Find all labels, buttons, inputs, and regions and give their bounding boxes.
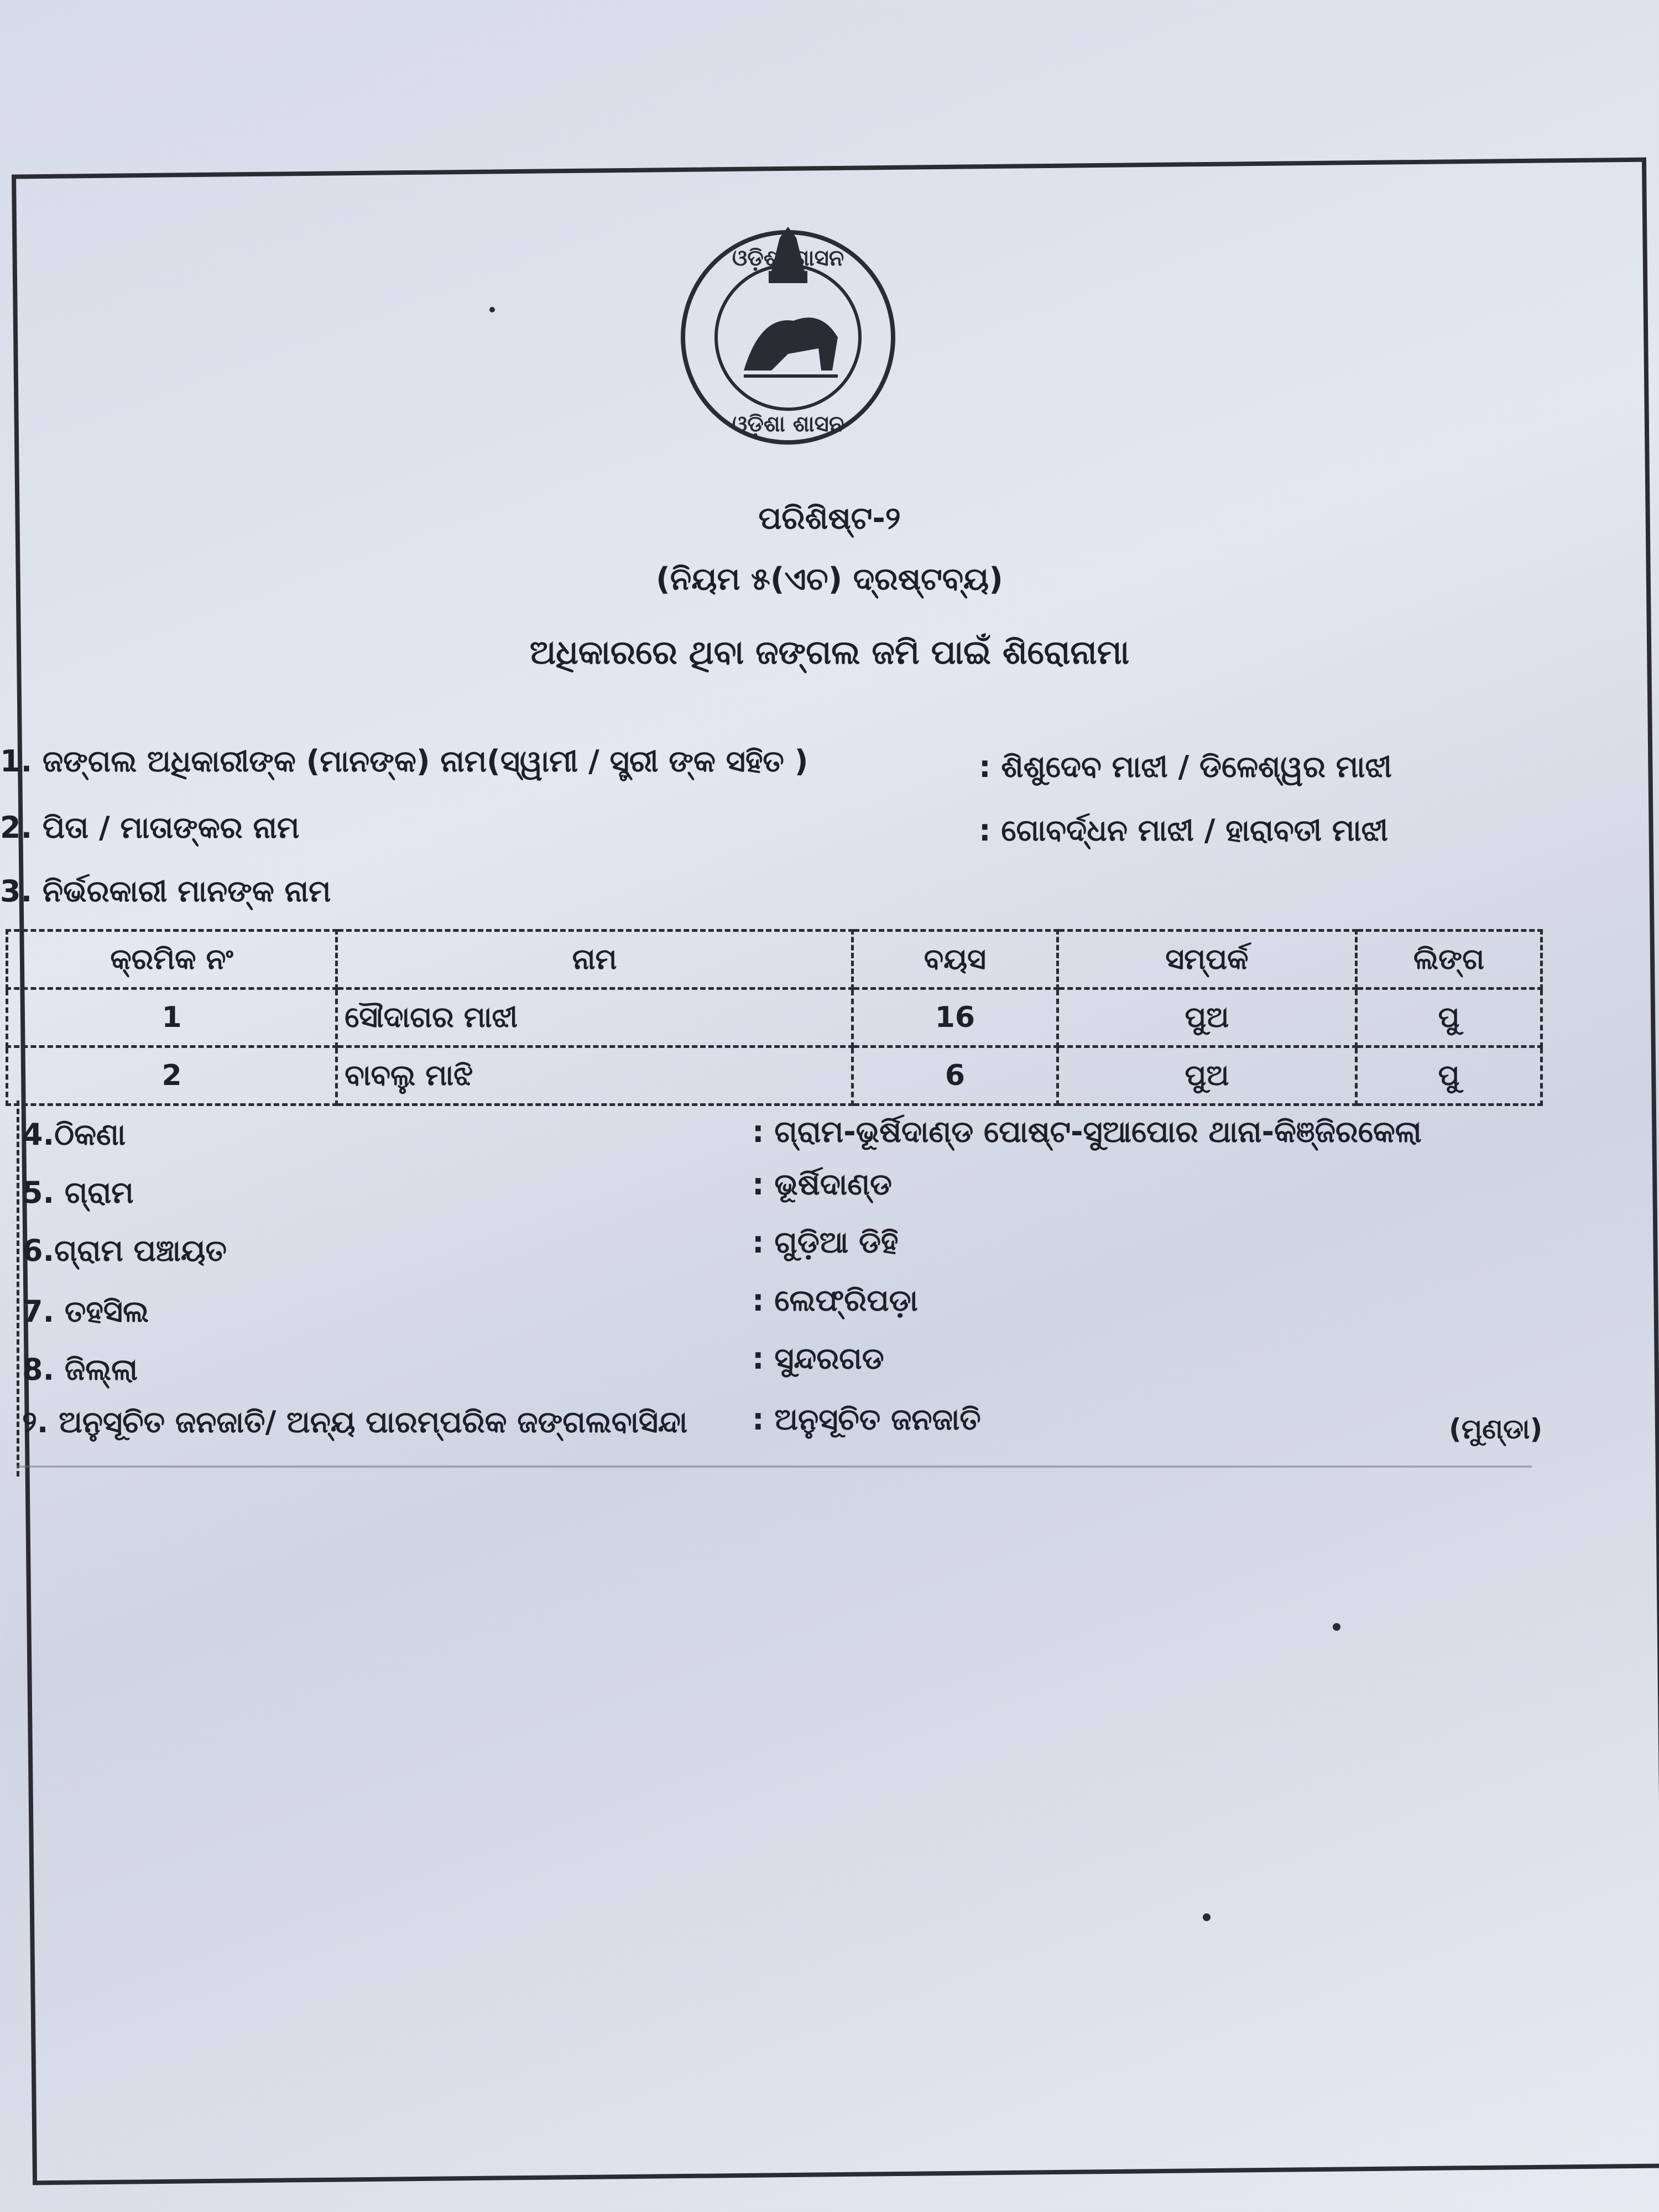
dependents-table bbox=[6, 929, 1543, 1106]
detail-panchayat-value: : ଗୁଡ଼ିଆ ଡିହି bbox=[752, 1225, 899, 1260]
col-gender: ଲିଙ୍ଗ bbox=[1357, 931, 1542, 989]
col-relation: ସମ୍ପର୍କ bbox=[1057, 931, 1356, 989]
cell-age: 16 bbox=[853, 989, 1058, 1047]
cell-gender: ପୁ bbox=[1357, 989, 1542, 1047]
field-parent-name-value: : ଗୋବର୍ଦ୍ଧନ ମାଝୀ / ହାରାବତୀ ମାଝୀ bbox=[979, 813, 1389, 848]
cell-age: 6 bbox=[853, 1047, 1058, 1105]
col-serial: କ୍ରମିକ ନଂ bbox=[7, 931, 337, 989]
field-parent-name-label: 2. ପିତା / ମାତାଙ୍କର ନାମ bbox=[0, 810, 300, 845]
document-title: ଅଧିକାରରେ ଥିବା ଜଙ୍ଗଲ ଜମି ପାଇଁ ଶିରୋନାମା bbox=[529, 633, 1130, 672]
table-row bbox=[7, 1047, 1542, 1105]
col-age: ବୟସ bbox=[853, 931, 1058, 989]
emblem-bottom-text: ଓଡ଼ିଶା ଶାସନ bbox=[732, 411, 844, 437]
tribe-footnote: (ମୁଣ୍ଡା) bbox=[1449, 1413, 1543, 1445]
cell-relation: ପୁଅ bbox=[1057, 989, 1356, 1047]
cell-gender: ପୁ bbox=[1357, 1047, 1542, 1105]
detail-address-value: : ଗ୍ରାମ-ଭୂର୍ଷିଦାଣ୍ଡ ପୋଷ୍ଟ-ସୁଆପୋର ଥାନା-କିଞ୍ଜିରକେଲା bbox=[752, 1114, 1422, 1149]
ink-spot bbox=[1333, 1623, 1340, 1631]
col-name: ନାମ bbox=[337, 931, 853, 989]
detail-district-label: 8. ଜିଲ୍ଲା bbox=[22, 1352, 138, 1387]
cell-serial: 2 bbox=[7, 1047, 337, 1105]
detail-tribe-value: : ଅନୁସୂଚିତ ଜନଜାତି bbox=[752, 1402, 981, 1437]
detail-tehsil-value: : ଲେଫ୍ରିପଡ଼ା bbox=[752, 1283, 918, 1318]
cell-serial: 1 bbox=[7, 989, 337, 1047]
table-row bbox=[7, 989, 1542, 1047]
detail-panchayat-label: 6.ଗ୍ରାମ ପଞ୍ଚାୟତ bbox=[22, 1233, 227, 1268]
cell-relation: ପୁଅ bbox=[1057, 1047, 1356, 1105]
field-holder-name-value: : ଶିଶୁଦେବ ମାଝୀ / ଡିଳେଶ୍ୱର ମାଝୀ bbox=[979, 749, 1392, 784]
odisha-government-emblem bbox=[677, 205, 899, 453]
detail-district-value: : ସୁନ୍ଦରଗଡ bbox=[752, 1341, 884, 1376]
detail-village-label: 5. ଗ୍ରାମ bbox=[22, 1175, 134, 1210]
emblem-top-text: ଓଡ଼ିଶା ଶାସନ bbox=[732, 246, 844, 271]
detail-tribe-label: ୨. ଅନୁସୂଚିତ ଜନଜାତି/ ଅନ୍ୟ ପାରମ୍ପରିକ ଜଙ୍ଗଲବାସିନ୍ଦା bbox=[22, 1405, 688, 1439]
ink-spot bbox=[489, 307, 495, 312]
field-dependents-label: 3. ନିର୍ଭରକାରୀ ମାନଙ୍କ ନାମ bbox=[0, 874, 331, 909]
rule-reference: (ନିୟମ ୫(ଏଚ) ଦ୍ରଷ୍ଟବ୍ୟ) bbox=[656, 561, 1003, 597]
detail-address-label: 4.ଠିକଣା bbox=[22, 1117, 126, 1152]
section-divider bbox=[17, 1465, 1532, 1468]
emblem-seal-icon bbox=[677, 205, 899, 453]
ink-spot bbox=[1203, 1913, 1211, 1921]
cell-name: ସୌଦାଗର ମାଝୀ bbox=[337, 989, 853, 1047]
appendix-label: ପରିଶିଷ୍ଟ-୨ bbox=[758, 500, 901, 536]
detail-village-value: : ଭୂର୍ଷିଦାଣ୍ଡ bbox=[752, 1167, 893, 1202]
cell-name: ବାବଲୁ ମାଝି bbox=[337, 1047, 853, 1105]
detail-tehsil-label: 7. ତହସିଲ bbox=[22, 1294, 149, 1329]
table-header-row bbox=[7, 931, 1542, 989]
field-holder-name-label: 1. ଜଙ୍ଗଲ ଅଧିକାରୀଙ୍କ (ମାନଙ୍କ) ନାମ(ସ୍ୱାମୀ / ସ୍ତ୍ରୀ ଙ୍କ ସହିତ ) bbox=[0, 744, 808, 779]
